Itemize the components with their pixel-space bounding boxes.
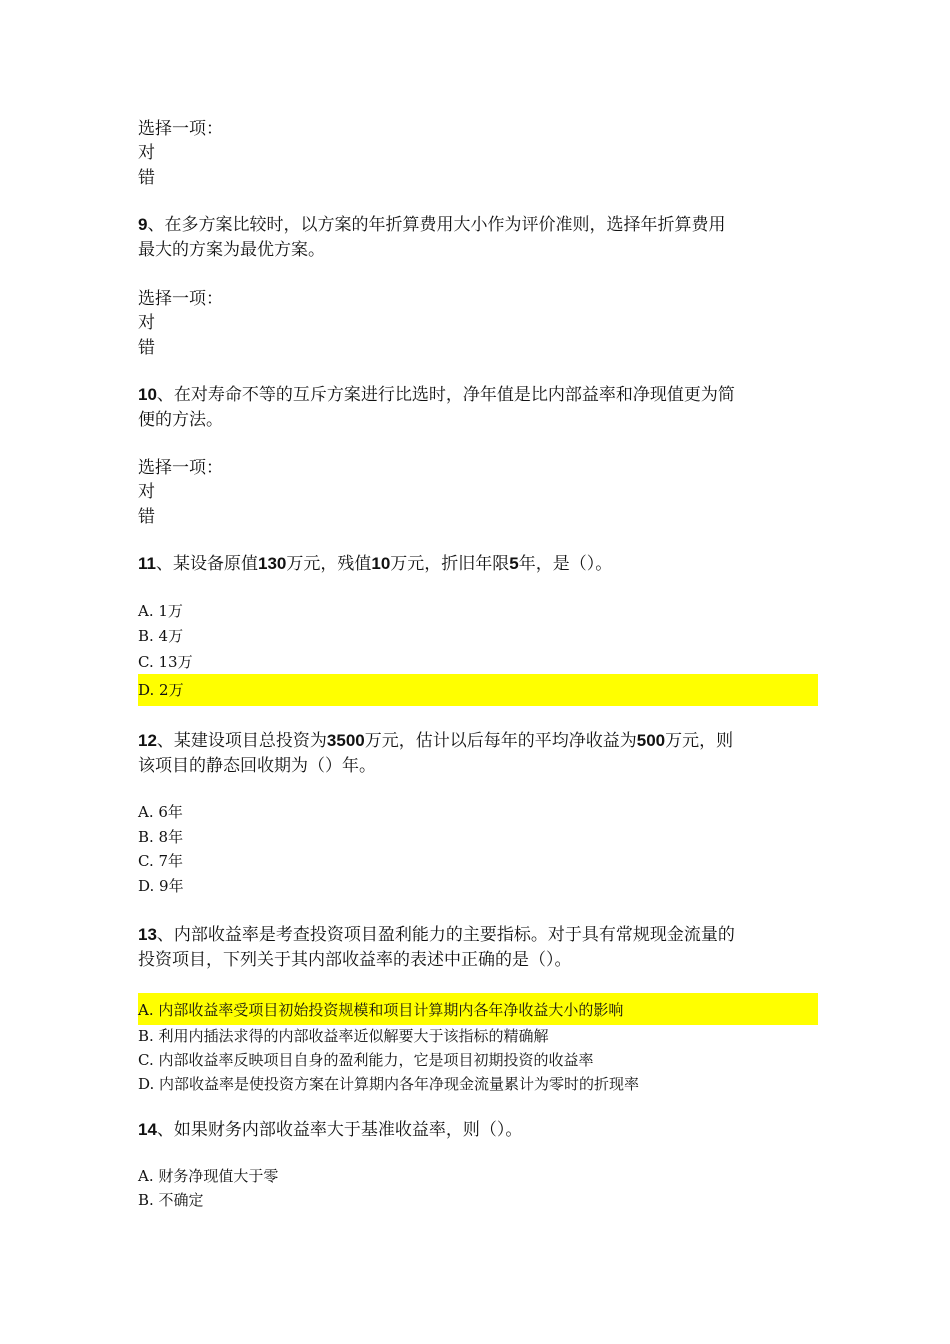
option-a-highlighted[interactable]: A. 内部收益率受项目初始投资规模和项目计算期内各年净收益大小的影响	[138, 993, 818, 1025]
option-d[interactable]: D. 内部收益率是使投资方案在计算期内各年净现金流量累计为零时的折现率	[138, 1075, 640, 1093]
choose-one-label: 选择一项：	[138, 458, 223, 478]
question-sep: 、	[156, 731, 174, 751]
question-13	[138, 922, 818, 973]
question-text-line2: 便的方法。	[138, 410, 223, 430]
choose-one-label: 选择一项：	[138, 119, 223, 139]
question-text-line2: 投资项目，下列关于其内部收益率的表述中正确的是（）。	[138, 950, 572, 970]
option-a[interactable]: A. 6年	[138, 803, 183, 821]
question-text-line1: 在对寿命不等的互斥方案进行比选时，净年值是比内部益率和净现值更为简	[173, 385, 735, 405]
question-number-value: 3500	[326, 731, 365, 750]
option-true[interactable]: 对	[138, 143, 155, 163]
question-number-value: 10	[371, 554, 391, 573]
question-11	[138, 551, 818, 577]
question-text: 年，是（）。	[518, 554, 613, 574]
question-number-value: 500	[636, 731, 666, 750]
option-a[interactable]: A. 1万	[138, 602, 183, 620]
question-number-value: 5	[509, 554, 519, 573]
question-12	[138, 728, 818, 779]
choose-one-label: 选择一项：	[138, 289, 223, 309]
option-false[interactable]: 错	[138, 168, 155, 188]
question-text: 万元，则	[665, 731, 734, 751]
question-sep: 、	[155, 554, 173, 574]
question-text: 万元，估计以后每年的平均净收益为	[364, 731, 637, 751]
question-number: 12	[138, 731, 157, 750]
option-b[interactable]: B. 8年	[138, 828, 184, 846]
question-sep: 、	[156, 1120, 174, 1140]
question-10	[138, 382, 818, 433]
question-text-line1: 如果财务内部收益率大于基准收益率，则（）。	[173, 1120, 523, 1140]
option-b[interactable]: B. 不确定	[138, 1191, 204, 1209]
question-number: 11	[138, 554, 156, 573]
question-number: 10	[138, 385, 157, 404]
question-sep: 、	[156, 385, 174, 405]
question-sep: 、	[147, 215, 165, 235]
question-text: 某设备原值	[172, 554, 258, 574]
question-text: 某建设项目总投资为	[173, 731, 327, 751]
option-a[interactable]: A. 财务净现值大于零	[138, 1167, 279, 1185]
question-number: 9	[138, 215, 148, 234]
question-number: 14	[138, 1120, 157, 1139]
option-b[interactable]: B. 利用内插法求得的内部收益率近似解要大于该指标的精确解	[138, 1027, 549, 1045]
option-c[interactable]: C. 7年	[138, 852, 184, 870]
question-text: 万元，残值	[286, 554, 372, 574]
question-text-line1: 内部收益率是考查投资项目盈利能力的主要指标。对于具有常规现金流量的	[173, 925, 735, 945]
option-true[interactable]: 对	[138, 313, 155, 333]
option-c[interactable]: C. 内部收益率反映项目自身的盈利能力，它是项目初期投资的收益率	[138, 1051, 594, 1069]
question-text-line1: 在多方案比较时，以方案的年折算费用大小作为评价准则，选择年折算费用	[164, 215, 726, 235]
option-b[interactable]: B. 4万	[138, 627, 184, 645]
question-text-line2: 该项目的静态回收期为（）年。	[138, 756, 376, 776]
option-false[interactable]: 错	[138, 507, 155, 527]
option-d-highlighted[interactable]: D. 2万	[138, 674, 818, 706]
option-true[interactable]: 对	[138, 482, 155, 502]
question-9	[138, 212, 818, 263]
option-c[interactable]: C. 13万	[138, 653, 193, 671]
question-text: 万元，折旧年限	[390, 554, 510, 574]
question-text-line2: 最大的方案为最优方案。	[138, 240, 325, 260]
option-false[interactable]: 错	[138, 338, 155, 358]
question-sep: 、	[156, 925, 174, 945]
question-number-value: 130	[257, 554, 287, 573]
option-d[interactable]: D. 9年	[138, 877, 184, 895]
question-number: 13	[138, 925, 157, 944]
question-14	[138, 1117, 818, 1143]
